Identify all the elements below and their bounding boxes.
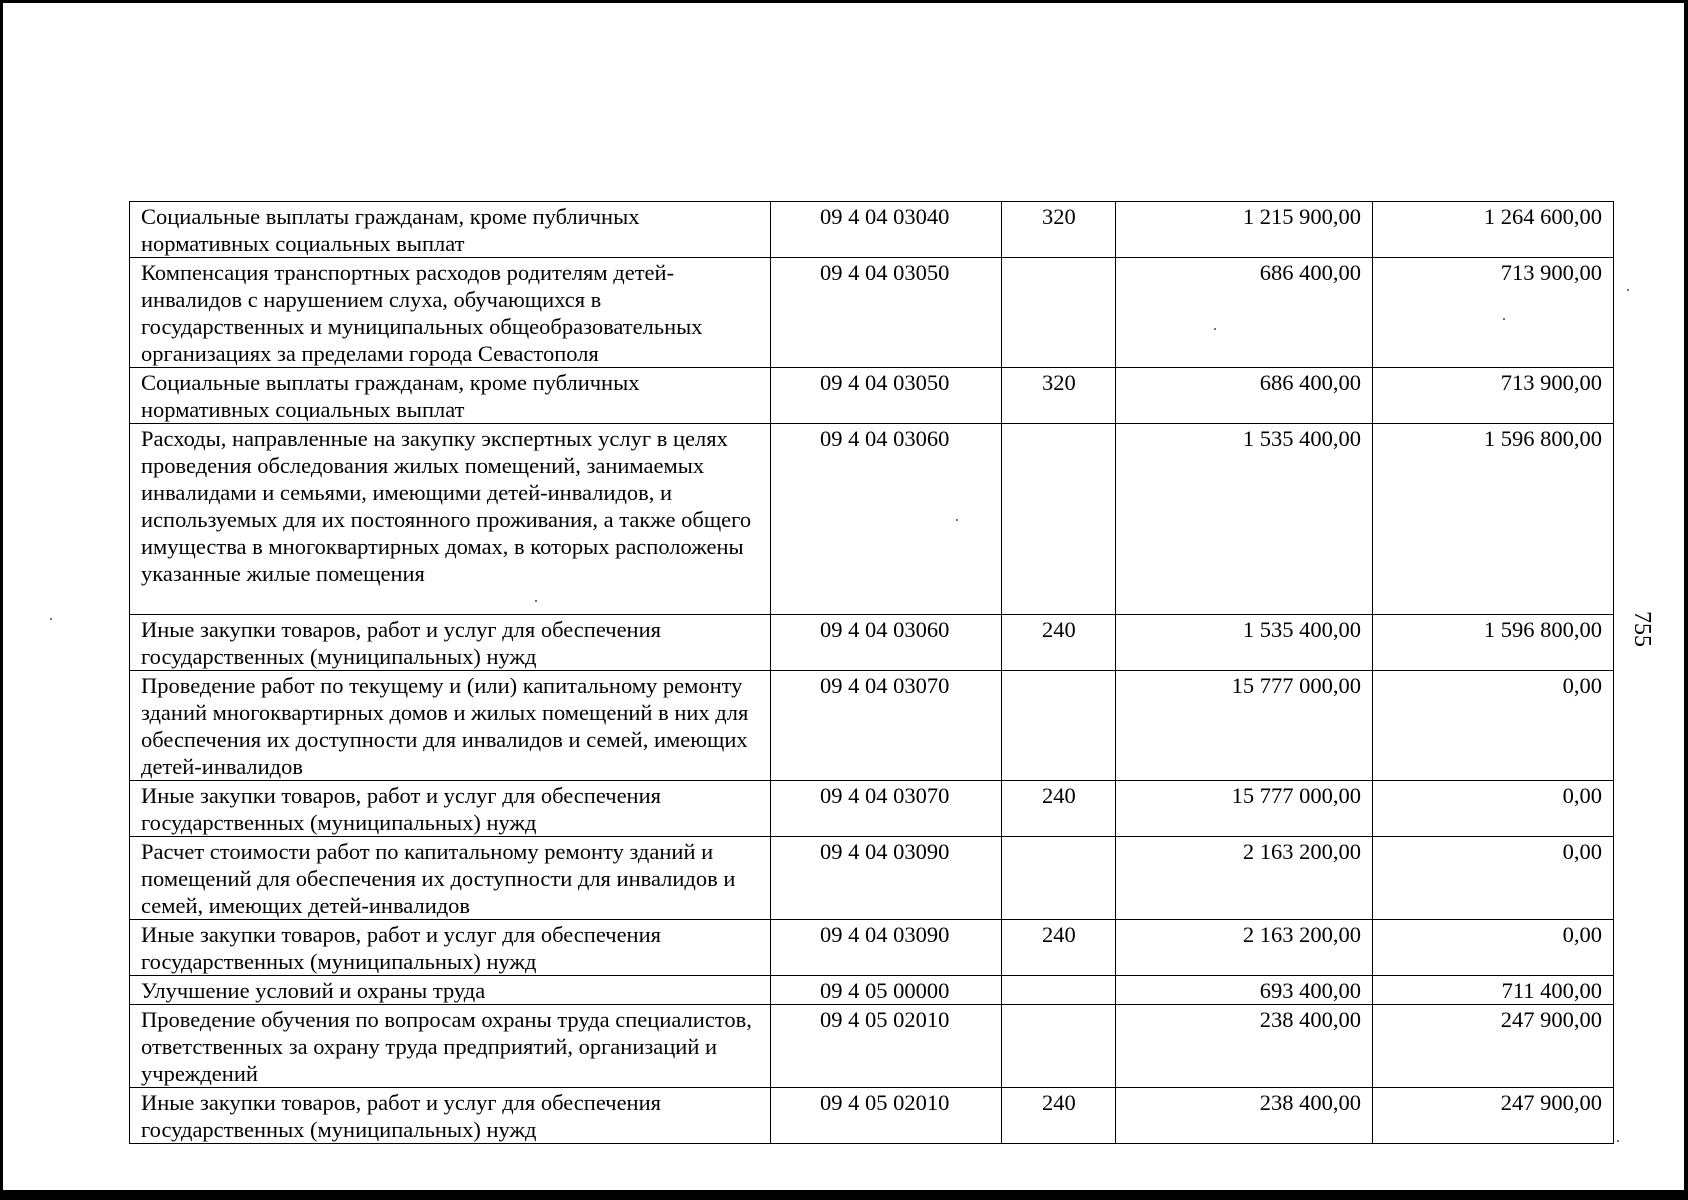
scan-speck	[50, 618, 52, 620]
scan-edge-left	[0, 0, 3, 1200]
row-name: Улучшение условий и охраны труда	[130, 976, 771, 1005]
table-row	[130, 976, 1614, 1005]
row-sum-2: 247 900,00	[1373, 1088, 1614, 1144]
row-sum-1: 15 777 000,00	[1116, 781, 1373, 837]
scan-speck	[1627, 289, 1629, 291]
table-row	[130, 837, 1614, 920]
row-vr	[1002, 837, 1116, 920]
row-sum-1: 2 163 200,00	[1116, 837, 1373, 920]
table-row	[130, 1005, 1614, 1088]
table-row	[130, 671, 1614, 781]
row-sum-2: 713 900,00	[1373, 258, 1614, 368]
row-name: Иные закупки товаров, работ и услуг для обеспечения государственных (муниципальных) нужд	[130, 920, 771, 976]
scan-edge-bottom	[0, 1190, 1688, 1200]
row-name: Компенсация транспортных расходов родителям детей-инвалидов с нарушением слуха, обучающихся в государственных и муниципальных общеобразовательных организациях за пределами города Севастополя	[130, 258, 771, 368]
budget-table	[129, 201, 1614, 1144]
row-sum-1: 15 777 000,00	[1116, 671, 1373, 781]
row-code: 09 4 04 03060	[771, 424, 1002, 615]
row-vr	[1002, 424, 1116, 615]
row-sum-1: 238 400,00	[1116, 1005, 1373, 1088]
row-sum-1: 693 400,00	[1116, 976, 1373, 1005]
row-sum-2: 0,00	[1373, 837, 1614, 920]
table-row	[130, 1088, 1614, 1144]
row-sum-1: 686 400,00	[1116, 258, 1373, 368]
scan-speck	[1617, 1140, 1619, 1142]
row-sum-1: 686 400,00	[1116, 368, 1373, 424]
table-row	[130, 920, 1614, 976]
table-row	[130, 368, 1614, 424]
row-sum-2: 247 900,00	[1373, 1005, 1614, 1088]
row-sum-2: 713 900,00	[1373, 368, 1614, 424]
row-name: Расчет стоимости работ по капитальному ремонту зданий и помещений для обеспечения их доступности для инвалидов и семей, имеющих детей-инвалидов	[130, 837, 771, 920]
scan-speck	[535, 600, 537, 602]
row-vr	[1002, 976, 1116, 1005]
row-sum-1: 1 215 900,00	[1116, 202, 1373, 258]
row-code: 09 4 04 03050	[771, 368, 1002, 424]
scan-speck	[956, 519, 958, 521]
row-name: Социальные выплаты гражданам, кроме публичных нормативных социальных выплат	[130, 368, 771, 424]
row-sum-1: 1 535 400,00	[1116, 424, 1373, 615]
row-sum-2: 0,00	[1373, 920, 1614, 976]
row-name: Проведение работ по текущему и (или) капитальному ремонту зданий многоквартирных домов и жилых помещений в них для обеспечения их доступности для инвалидов и семей, имеющих детей-инвалидов	[130, 671, 771, 781]
table-row	[130, 202, 1614, 258]
row-sum-1: 238 400,00	[1116, 1088, 1373, 1144]
row-sum-2: 1 264 600,00	[1373, 202, 1614, 258]
row-code: 09 4 04 03040	[771, 202, 1002, 258]
row-vr: 240	[1002, 615, 1116, 671]
table-row	[130, 258, 1614, 368]
row-code: 09 4 04 03070	[771, 781, 1002, 837]
row-sum-2: 0,00	[1373, 781, 1614, 837]
row-sum-2: 1 596 800,00	[1373, 424, 1614, 615]
row-vr: 320	[1002, 368, 1116, 424]
row-sum-2: 1 596 800,00	[1373, 615, 1614, 671]
page-number: 755	[1629, 611, 1655, 647]
row-sum-1: 2 163 200,00	[1116, 920, 1373, 976]
row-vr	[1002, 258, 1116, 368]
row-name: Иные закупки товаров, работ и услуг для обеспечения государственных (муниципальных) нужд	[130, 615, 771, 671]
row-sum-2: 0,00	[1373, 671, 1614, 781]
scan-edge-top	[0, 0, 1688, 3]
row-name: Иные закупки товаров, работ и услуг для обеспечения государственных (муниципальных) нужд	[130, 1088, 771, 1144]
table-row	[130, 615, 1614, 671]
row-vr: 240	[1002, 781, 1116, 837]
scan-edge-right	[1684, 0, 1688, 1200]
row-code: 09 4 05 02010	[771, 1005, 1002, 1088]
scan-speck	[1214, 328, 1216, 330]
row-vr: 320	[1002, 202, 1116, 258]
row-code: 09 4 05 00000	[771, 976, 1002, 1005]
row-code: 09 4 04 03060	[771, 615, 1002, 671]
table-row	[130, 781, 1614, 837]
scan-speck	[1503, 318, 1505, 320]
row-code: 09 4 04 03050	[771, 258, 1002, 368]
row-vr	[1002, 1005, 1116, 1088]
row-code: 09 4 04 03090	[771, 837, 1002, 920]
row-name: Проведение обучения по вопросам охраны труда специалистов, ответственных за охрану труда предприятий, организаций и учреждений	[130, 1005, 771, 1088]
row-vr: 240	[1002, 920, 1116, 976]
row-vr	[1002, 671, 1116, 781]
row-name: Социальные выплаты гражданам, кроме публичных нормативных социальных выплат	[130, 202, 771, 258]
row-vr: 240	[1002, 1088, 1116, 1144]
row-name: Иные закупки товаров, работ и услуг для обеспечения государственных (муниципальных) нужд	[130, 781, 771, 837]
row-code: 09 4 04 03070	[771, 671, 1002, 781]
row-sum-2: 711 400,00	[1373, 976, 1614, 1005]
row-code: 09 4 04 03090	[771, 920, 1002, 976]
row-name: Расходы, направленные на закупку экспертных услуг в целях проведения обследования жилых помещений, занимаемых инвалидами и семьями, имеющими детей-инвалидов, и используемых для их постоянного проживания, а также общего имущества в многоквартирных домах, в которых расположены указанные жилые помещения	[130, 424, 771, 615]
table-row	[130, 424, 1614, 615]
row-sum-1: 1 535 400,00	[1116, 615, 1373, 671]
row-code: 09 4 05 02010	[771, 1088, 1002, 1144]
